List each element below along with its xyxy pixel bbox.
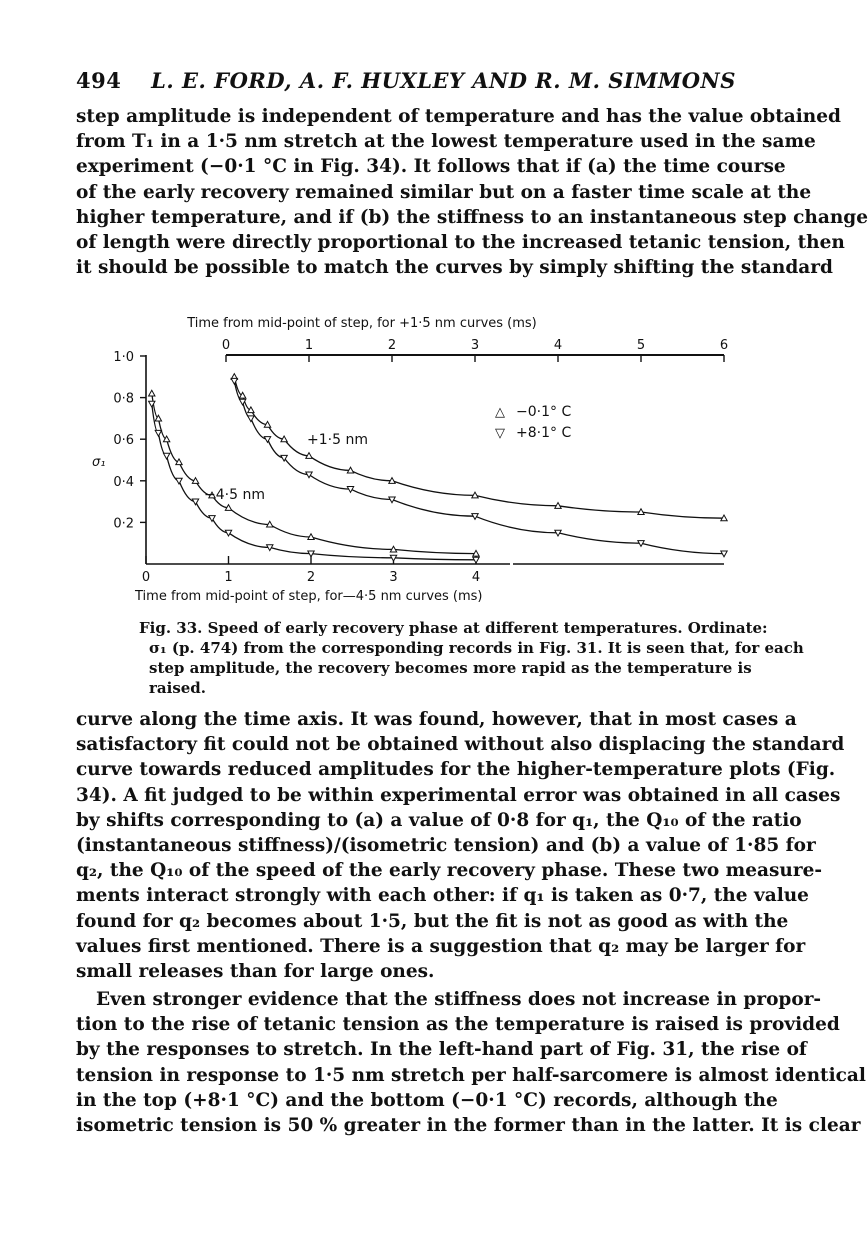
running-header: [76, 68, 756, 100]
text-line: experiment (−0·1 °C in Fig. 34). It follows that if (a) the time course: [76, 156, 786, 178]
caption-line: raised.: [149, 679, 207, 697]
data-point: [149, 390, 155, 396]
top-axis-ticks: [222, 338, 728, 362]
bottom-axis-label: Time from mid-point of step, for—4·5 nm curves (ms): [135, 589, 483, 604]
y-axis-tick-label: 0·2: [113, 516, 134, 532]
bottom-axis-tick-label: 0: [141, 570, 151, 585]
series-line: [234, 381, 724, 554]
text-line: curve towards reduced amplitudes for the higher-temperature plots (Fig.: [76, 759, 836, 781]
text-line: small releases than for large ones.: [76, 960, 435, 982]
series-line: [152, 404, 476, 560]
data-point: [176, 478, 182, 484]
text-line: from T₁ in a 1·5 nm stretch at the lowest temperature used in the same: [76, 131, 816, 153]
text-line: of length were directly proportional to the increased tetanic tension, then: [76, 231, 845, 253]
y-axis-tick-label: 0·4: [113, 474, 134, 490]
y-axis-tick-label: 0·8: [113, 391, 134, 407]
top-axis-tick-label: 3: [470, 338, 480, 353]
text-line: by shifts corresponding to (a) a value of 0·8 for q₁, the Q₁₀ of the ratio: [76, 809, 802, 831]
y-axis-tick-label: 1·0: [113, 350, 134, 365]
top-axis-tick-label: 1: [304, 338, 314, 353]
legend-label-warm: +8·1° C: [516, 425, 572, 441]
page-number: 494: [76, 68, 122, 93]
data-point: [248, 416, 254, 422]
bottom-axis-tick-label: 2: [306, 570, 316, 585]
text-line: found for q₂ becomes about 1·5, but the fit is not as good as with the: [76, 910, 789, 932]
top-axis-tick-label: 5: [636, 338, 646, 353]
data-point: [192, 499, 198, 505]
bottom-axis-ticks: [142, 556, 480, 585]
text-line: ments interact strongly with each other: if q₁ is taken as 0·7, the value: [76, 885, 809, 907]
top-axis-tick-label: 6: [719, 338, 729, 353]
running-header-authors: L. E. FORD, A. F. HUXLEY AND R. M. SIMMONS: [151, 68, 736, 93]
figure-caption: [139, 618, 804, 698]
text-line: tion to the rise of tetanic tension as the temperature is raised is provided: [76, 1014, 840, 1036]
data-point: [155, 430, 161, 436]
text-line: q₂, the Q₁₀ of the speed of the early recovery phase. These two measure-: [76, 860, 823, 882]
annotation-minus-4-5-nm: −4·5 nm: [204, 487, 265, 503]
text-line: step amplitude is independent of temperature and has the value obtained: [76, 106, 841, 127]
caption-line: Fig. 33. Speed of early recovery phase at different temperatures. Ordinate:: [139, 619, 768, 637]
legend-label-cold: −0·1° C: [516, 404, 572, 420]
text-line: higher temperature, and if (b) the stiffness to an instantaneous step change: [76, 206, 868, 228]
top-axis-tick-label: 4: [553, 338, 563, 353]
top-paragraph: [76, 104, 868, 280]
data-point: [264, 437, 270, 443]
bottom-axis-tick-label: 4: [471, 570, 481, 585]
top-axis-label: Time from mid-point of step, for +1·5 nm curves (ms): [187, 316, 537, 331]
caption-line: σ₁ (p. 474) from the corresponding records in Fig. 31. It is seen that, for each: [149, 639, 804, 657]
text-line: satisfactory fit could not be obtained without also displacing the standard: [76, 734, 845, 756]
bottom-axis-tick-label: 3: [389, 570, 398, 585]
data-point: [163, 453, 169, 459]
body-paragraph-1: [76, 707, 845, 984]
top-axis-tick-label: 2: [387, 338, 397, 353]
curves: [149, 374, 728, 563]
text-line: Even stronger evidence that the stiffness does not increase in propor-: [96, 989, 822, 1010]
y-axis-label: σ₁: [92, 455, 106, 470]
legend-symbol-up: △: [495, 405, 505, 420]
text-line: by the responses to stretch. In the left-hand part of Fig. 31, the rise of: [76, 1039, 807, 1061]
text-line: isometric tension is 50 % greater in the former than in the latter. It is clear: [76, 1114, 861, 1136]
text-line: it should be possible to match the curves by simply shifting the standard: [76, 257, 833, 279]
annotation-plus-1-5-nm: +1·5 nm: [307, 432, 368, 448]
text-line: tension in response to 1·5 nm stretch per half-sarcomere is almost identical: [76, 1064, 866, 1086]
text-line: of the early recovery remained similar but on a faster time scale at the: [76, 181, 812, 203]
text-line: values first mentioned. There is a suggestion that q₂ may be larger for: [76, 935, 806, 957]
series-line: [152, 393, 476, 553]
text-line: (instantaneous stiffness)/(isometric tension) and (b) a value of 1·85 for: [76, 834, 816, 856]
y-axis-ticks: [113, 350, 146, 531]
bottom-axis-tick-label: 1: [224, 570, 233, 585]
y-axis-tick-label: 0·6: [113, 433, 134, 449]
text-line: 34). A fit judged to be within experimental error was obtained in all cases: [76, 784, 841, 806]
data-point: [239, 392, 245, 398]
top-axis-tick-label: 0: [221, 338, 231, 353]
text-line: in the top (+8·1 °C) and the bottom (−0·1 °C) records, although the: [76, 1089, 778, 1111]
body-paragraph-2: [76, 987, 866, 1138]
figure-33-chart: [70, 306, 750, 606]
text-line: curve along the time axis. It was found, however, that in most cases a: [76, 709, 797, 730]
caption-line: step amplitude, the recovery becomes more rapid as the temperature is: [149, 659, 752, 677]
legend-symbol-down: ▽: [495, 426, 505, 441]
